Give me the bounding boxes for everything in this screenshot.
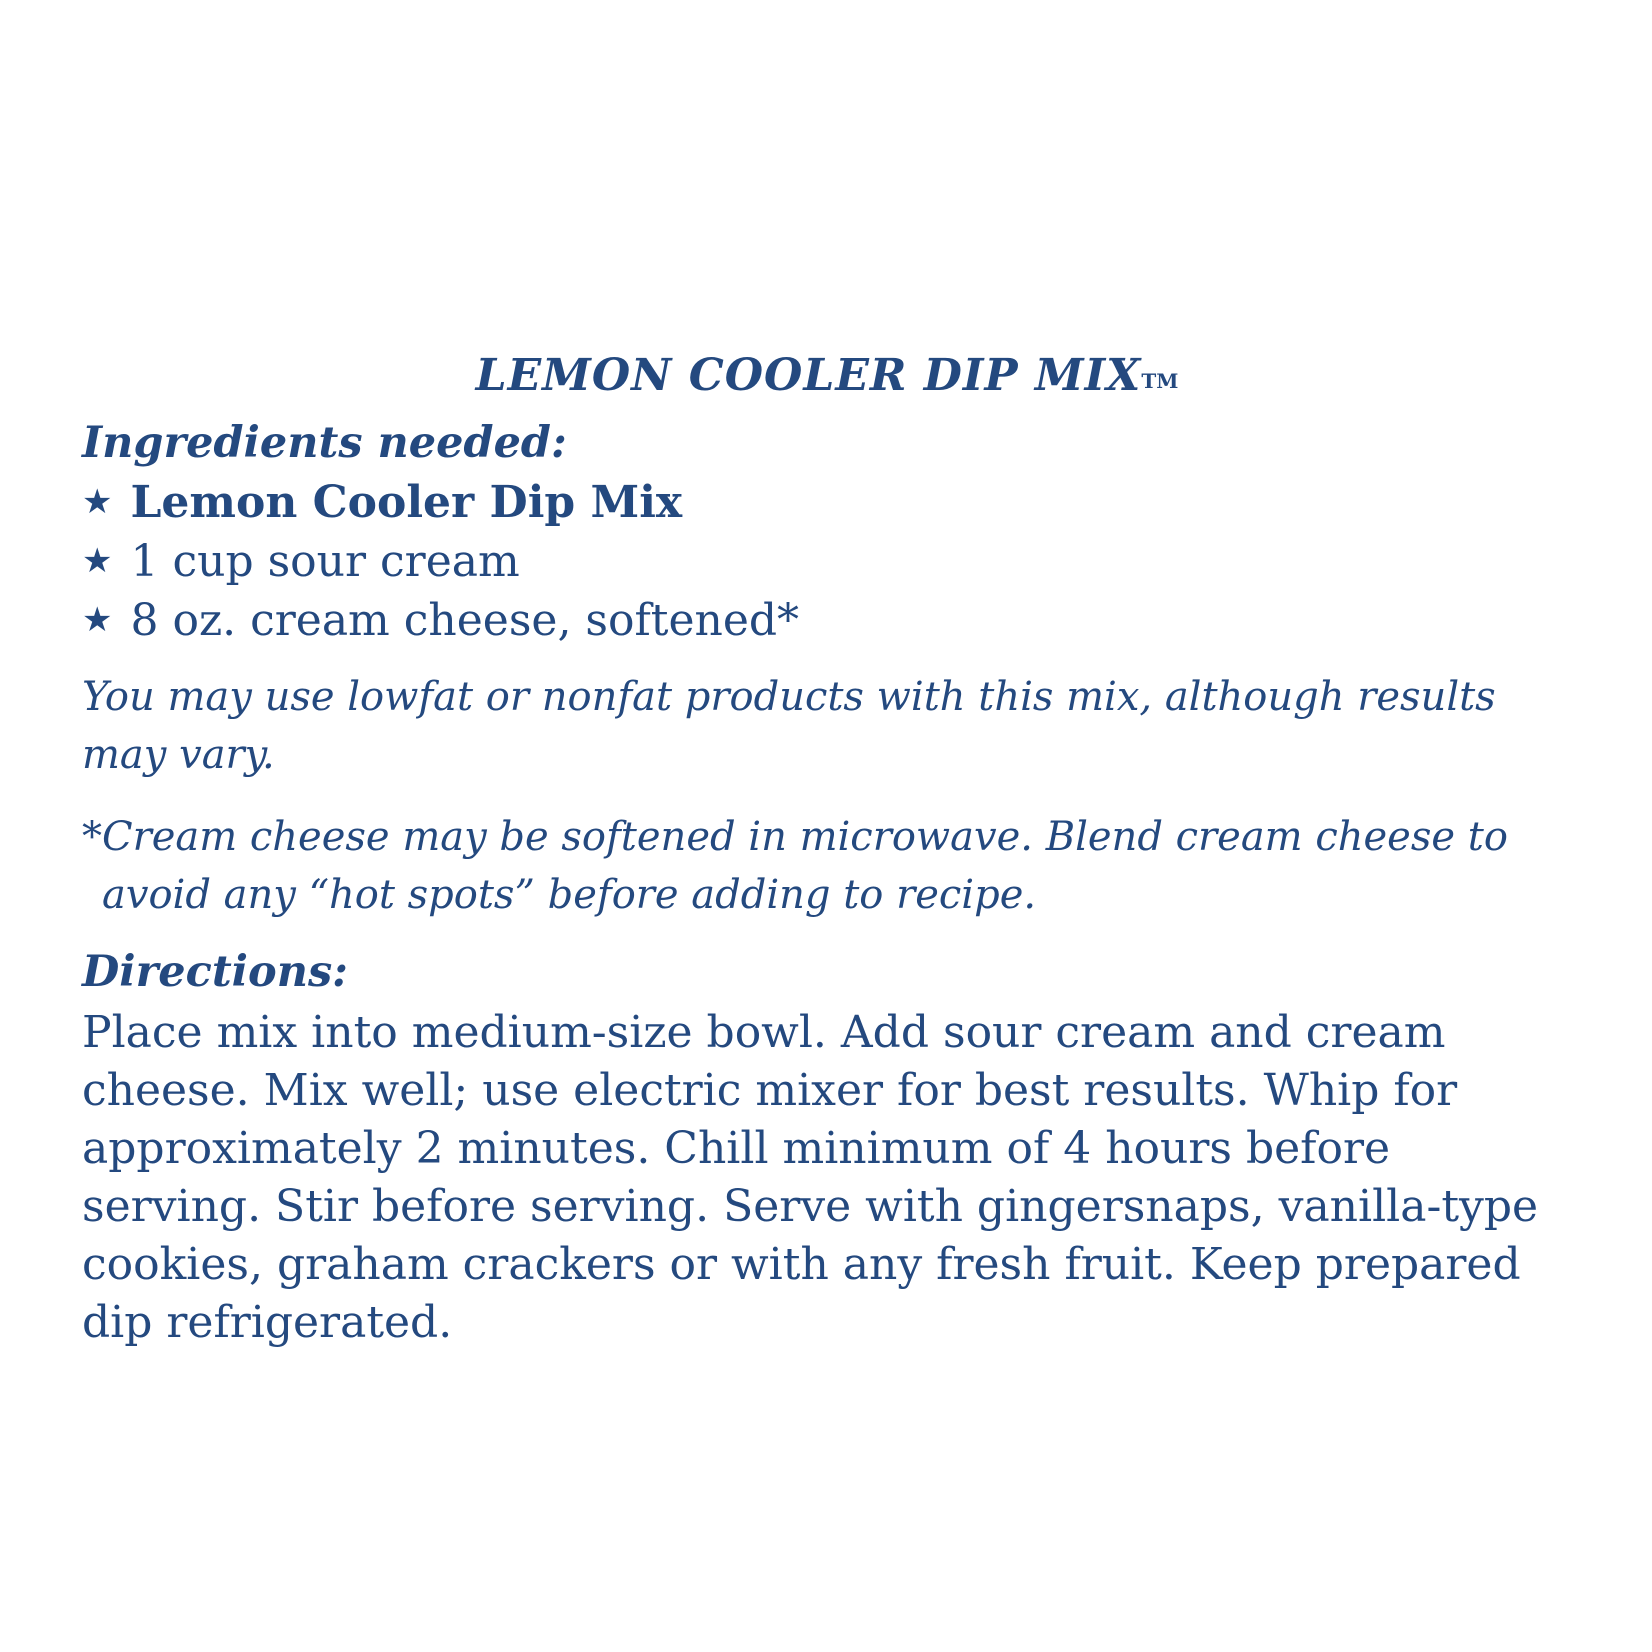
ingredient-item — [82, 591, 1562, 650]
cream-cheese-note: *Cream cheese may be softened in microwave. Blend cream cheese to avoid any “hot spots” before adding to recipe. — [82, 814, 1508, 918]
ingredient-label: 8 oz. cream cheese, softened* — [130, 595, 800, 646]
directions-heading: Directions: — [82, 947, 349, 997]
star-icon: ★ — [82, 541, 113, 581]
recipe-card — [82, 350, 1562, 1352]
ingredient-item — [82, 473, 1562, 532]
ingredient-label: 1 cup sour cream — [130, 536, 520, 587]
ingredients-heading: Ingredients needed: — [82, 418, 567, 468]
lowfat-note: You may use lowfat or nonfat products with this mix, although results may vary. — [82, 674, 1496, 778]
trademark-mark: TM — [1141, 369, 1179, 393]
ingredient-item — [82, 532, 1562, 591]
ingredient-label: Lemon Cooler Dip Mix — [130, 477, 683, 528]
recipe-title — [82, 350, 1562, 401]
ingredients-list — [82, 473, 1562, 650]
recipe-title-text: LEMON COOLER DIP MIX — [475, 350, 1142, 401]
star-icon: ★ — [82, 600, 113, 640]
star-icon: ★ — [82, 482, 113, 522]
directions-text: Place mix into medium-size bowl. Add sour cream and cream cheese. Mix well; use electric mixer for best results. Whip for approximately 2 minutes. Chill minimum of 4 hours before serving. Stir before serving. Serve with gingersnaps, vanilla-type cookies, graham crackers or with any fresh fruit. Keep prepared dip refrigerated. — [82, 1007, 1539, 1348]
